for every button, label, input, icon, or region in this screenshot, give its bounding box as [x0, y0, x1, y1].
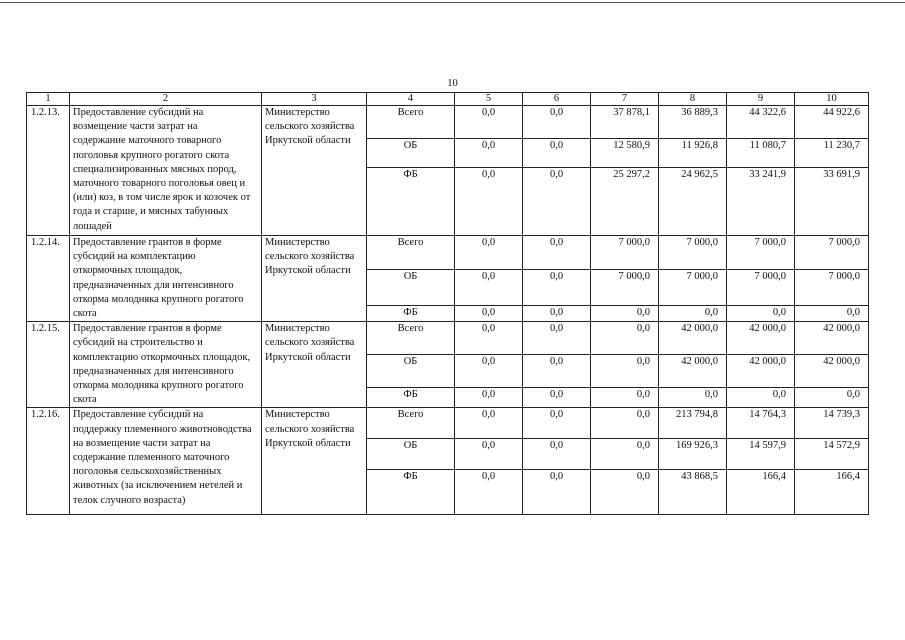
item-number-cell: 1.2.16. [27, 408, 70, 515]
executor-line: Министерство [265, 237, 330, 248]
item-name-line: откорма молодняка крупного рогатого [73, 293, 244, 305]
funding-source-cell: Всего [367, 106, 455, 139]
value-cell: 7 000,0 [727, 270, 795, 305]
value-cell: 7 000,0 [659, 270, 727, 305]
value-cell: 0,0 [523, 106, 591, 139]
item-name-line: маточного товарного поголовья овец и [73, 178, 246, 190]
value-cell: 0,0 [659, 387, 727, 407]
item-name-line: Предоставление субсидий на [73, 409, 204, 421]
item-name-line: Предоставление грантов в форме [73, 323, 222, 335]
funding-source-cell: ФБ [367, 305, 455, 321]
value-cell: 42 000,0 [727, 322, 795, 354]
value-cell: 0,0 [795, 305, 869, 321]
item-name-line: поголовья крупного рогатого скота [73, 149, 230, 161]
value-cell: 42 000,0 [659, 354, 727, 387]
value-cell: 0,0 [795, 387, 869, 407]
funding-source-cell: ОБ [367, 139, 455, 168]
item-name-cell [70, 408, 262, 515]
item-name-line: на возмещение части затрат на [73, 437, 211, 449]
value-cell: 0,0 [591, 387, 659, 407]
executor-line: Иркутской области [265, 437, 351, 449]
value-cell: 24 962,5 [659, 168, 727, 236]
table-row [27, 322, 869, 354]
funding-source-cell: Всего [367, 322, 455, 354]
value-cell: 7 000,0 [591, 236, 659, 270]
value-cell: 0,0 [455, 106, 523, 139]
executor-line: сельского хозяйства [265, 337, 355, 349]
value-cell: 14 739,3 [795, 408, 869, 439]
item-name-line: содержание племенного маточного [73, 452, 230, 464]
value-cell: 0,0 [523, 139, 591, 168]
item-name-line: субсидий на комплектацию [73, 251, 196, 263]
item-name-line: года и старше, и мясных табунных [73, 206, 229, 218]
value-cell: 33 691,9 [795, 168, 869, 236]
item-name-cell [70, 106, 262, 236]
executor-cell [262, 322, 367, 408]
funding-source-cell: ОБ [367, 270, 455, 305]
value-cell: 37 878,1 [591, 106, 659, 139]
funding-source-cell: Всего [367, 408, 455, 439]
value-cell: 14 764,3 [727, 408, 795, 439]
value-cell: 166,4 [727, 470, 795, 515]
header-cell: 10 [795, 93, 869, 106]
item-name-line: субсидий на строительство и [73, 337, 203, 349]
table-row [27, 408, 869, 439]
value-cell: 0,0 [455, 236, 523, 270]
value-cell: 42 000,0 [795, 322, 869, 354]
table-row [27, 236, 869, 270]
header-cell: 5 [455, 93, 523, 106]
value-cell: 0,0 [455, 470, 523, 515]
executor-line: Иркутской области [265, 135, 351, 147]
item-name-line: (или) коз, в том числе ярок и козочек от [73, 192, 251, 204]
funding-source-cell: Всего [367, 236, 455, 270]
value-cell: 0,0 [727, 387, 795, 407]
header-cell: 1 [27, 93, 70, 106]
item-name-line: лошадей [73, 220, 112, 232]
value-cell: 7 000,0 [795, 270, 869, 305]
value-cell: 169 926,3 [659, 439, 727, 470]
item-name-line: Предоставление субсидий на [73, 107, 204, 118]
item-number-cell: 1.2.13. [27, 106, 70, 236]
value-cell: 11 926,8 [659, 139, 727, 168]
item-name-line: поголовья сельскохозяйственных [73, 466, 222, 478]
value-cell: 0,0 [455, 408, 523, 439]
item-number-cell: 1.2.15. [27, 322, 70, 408]
value-cell: 0,0 [523, 354, 591, 387]
value-cell: 7 000,0 [659, 236, 727, 270]
value-cell: 0,0 [591, 354, 659, 387]
executor-line: сельского хозяйства [265, 121, 355, 133]
executor-cell [262, 408, 367, 515]
item-name-cell [70, 322, 262, 408]
header-cell: 6 [523, 93, 591, 106]
value-cell: 14 572,9 [795, 439, 869, 470]
item-name-line: комплектацию откормочных площадок, [73, 351, 251, 363]
value-cell: 7 000,0 [591, 270, 659, 305]
value-cell: 0,0 [523, 270, 591, 305]
value-cell: 213 794,8 [659, 408, 727, 439]
value-cell: 7 000,0 [795, 236, 869, 270]
value-cell: 0,0 [591, 305, 659, 321]
funding-source-cell: ФБ [367, 387, 455, 407]
value-cell: 11 230,7 [795, 139, 869, 168]
page-number: 10 [447, 78, 458, 89]
value-cell: 14 597,9 [727, 439, 795, 470]
funding-source-cell: ОБ [367, 354, 455, 387]
funding-source-cell: ОБ [367, 439, 455, 470]
value-cell: 25 297,2 [591, 168, 659, 236]
header-row [27, 93, 869, 106]
value-cell: 0,0 [523, 439, 591, 470]
item-name-line: предназначенных для интенсивного [73, 365, 234, 377]
item-name-line: откорма молодняка крупного рогатого [73, 380, 244, 392]
item-name-line: предназначенных для интенсивного [73, 279, 234, 291]
executor-line: сельского хозяйства [265, 251, 355, 263]
value-cell: 0,0 [591, 439, 659, 470]
value-cell: 0,0 [523, 408, 591, 439]
item-name-line: специализированных мясных пород, [73, 163, 237, 175]
executor-line: Иркутской области [265, 265, 351, 277]
value-cell: 36 889,3 [659, 106, 727, 139]
value-cell: 42 000,0 [727, 354, 795, 387]
item-name-line: Предоставление грантов в форме [73, 237, 222, 248]
header-cell: 7 [591, 93, 659, 106]
item-name-line: животных (за исключением нетелей и [73, 480, 243, 492]
value-cell: 166,4 [795, 470, 869, 515]
value-cell: 0,0 [455, 139, 523, 168]
value-cell: 7 000,0 [727, 236, 795, 270]
value-cell: 0,0 [455, 439, 523, 470]
value-cell: 0,0 [659, 305, 727, 321]
item-name-cell [70, 236, 262, 322]
item-number-cell: 1.2.14. [27, 236, 70, 322]
value-cell: 0,0 [591, 470, 659, 515]
value-cell: 44 322,6 [727, 106, 795, 139]
item-name-line: скота [73, 394, 97, 406]
value-cell: 0,0 [523, 387, 591, 407]
top-rule [0, 2, 905, 3]
header-cell: 9 [727, 93, 795, 106]
value-cell: 0,0 [591, 408, 659, 439]
executor-line: Иркутской области [265, 351, 351, 363]
item-name-line: поддержку племенного животноводства [73, 423, 252, 435]
funding-source-cell: ФБ [367, 168, 455, 236]
funding-source-cell: ФБ [367, 470, 455, 515]
value-cell: 0,0 [523, 168, 591, 236]
executor-cell [262, 106, 367, 236]
item-name-line: возмещение части затрат на [73, 121, 198, 133]
value-cell: 12 580,9 [591, 139, 659, 168]
item-name-line: откормочных площадок, [73, 265, 183, 277]
value-cell: 0,0 [523, 470, 591, 515]
item-name-line: телок случного возраста) [73, 494, 186, 506]
value-cell: 0,0 [591, 322, 659, 354]
value-cell: 0,0 [727, 305, 795, 321]
item-name-line: содержание маточного товарного [73, 135, 222, 147]
header-cell: 4 [367, 93, 455, 106]
table-row [27, 106, 869, 139]
executor-line: Министерство [265, 107, 330, 118]
executor-line: сельского хозяйства [265, 423, 355, 435]
value-cell: 0,0 [455, 168, 523, 236]
value-cell: 43 868,5 [659, 470, 727, 515]
value-cell: 44 922,6 [795, 106, 869, 139]
item-name-line: скота [73, 308, 97, 320]
executor-line: Министерство [265, 409, 330, 421]
value-cell: 33 241,9 [727, 168, 795, 236]
value-cell: 0,0 [455, 354, 523, 387]
value-cell: 42 000,0 [659, 322, 727, 354]
executor-line: Министерство [265, 323, 330, 335]
program-table [26, 92, 869, 515]
value-cell: 0,0 [455, 387, 523, 407]
value-cell: 0,0 [523, 322, 591, 354]
executor-cell [262, 236, 367, 322]
value-cell: 0,0 [523, 236, 591, 270]
value-cell: 0,0 [455, 322, 523, 354]
header-cell: 3 [262, 93, 367, 106]
value-cell: 0,0 [455, 270, 523, 305]
value-cell: 11 080,7 [727, 139, 795, 168]
header-cell: 8 [659, 93, 727, 106]
value-cell: 0,0 [455, 305, 523, 321]
value-cell: 42 000,0 [795, 354, 869, 387]
value-cell: 0,0 [523, 305, 591, 321]
header-cell: 2 [70, 93, 262, 106]
